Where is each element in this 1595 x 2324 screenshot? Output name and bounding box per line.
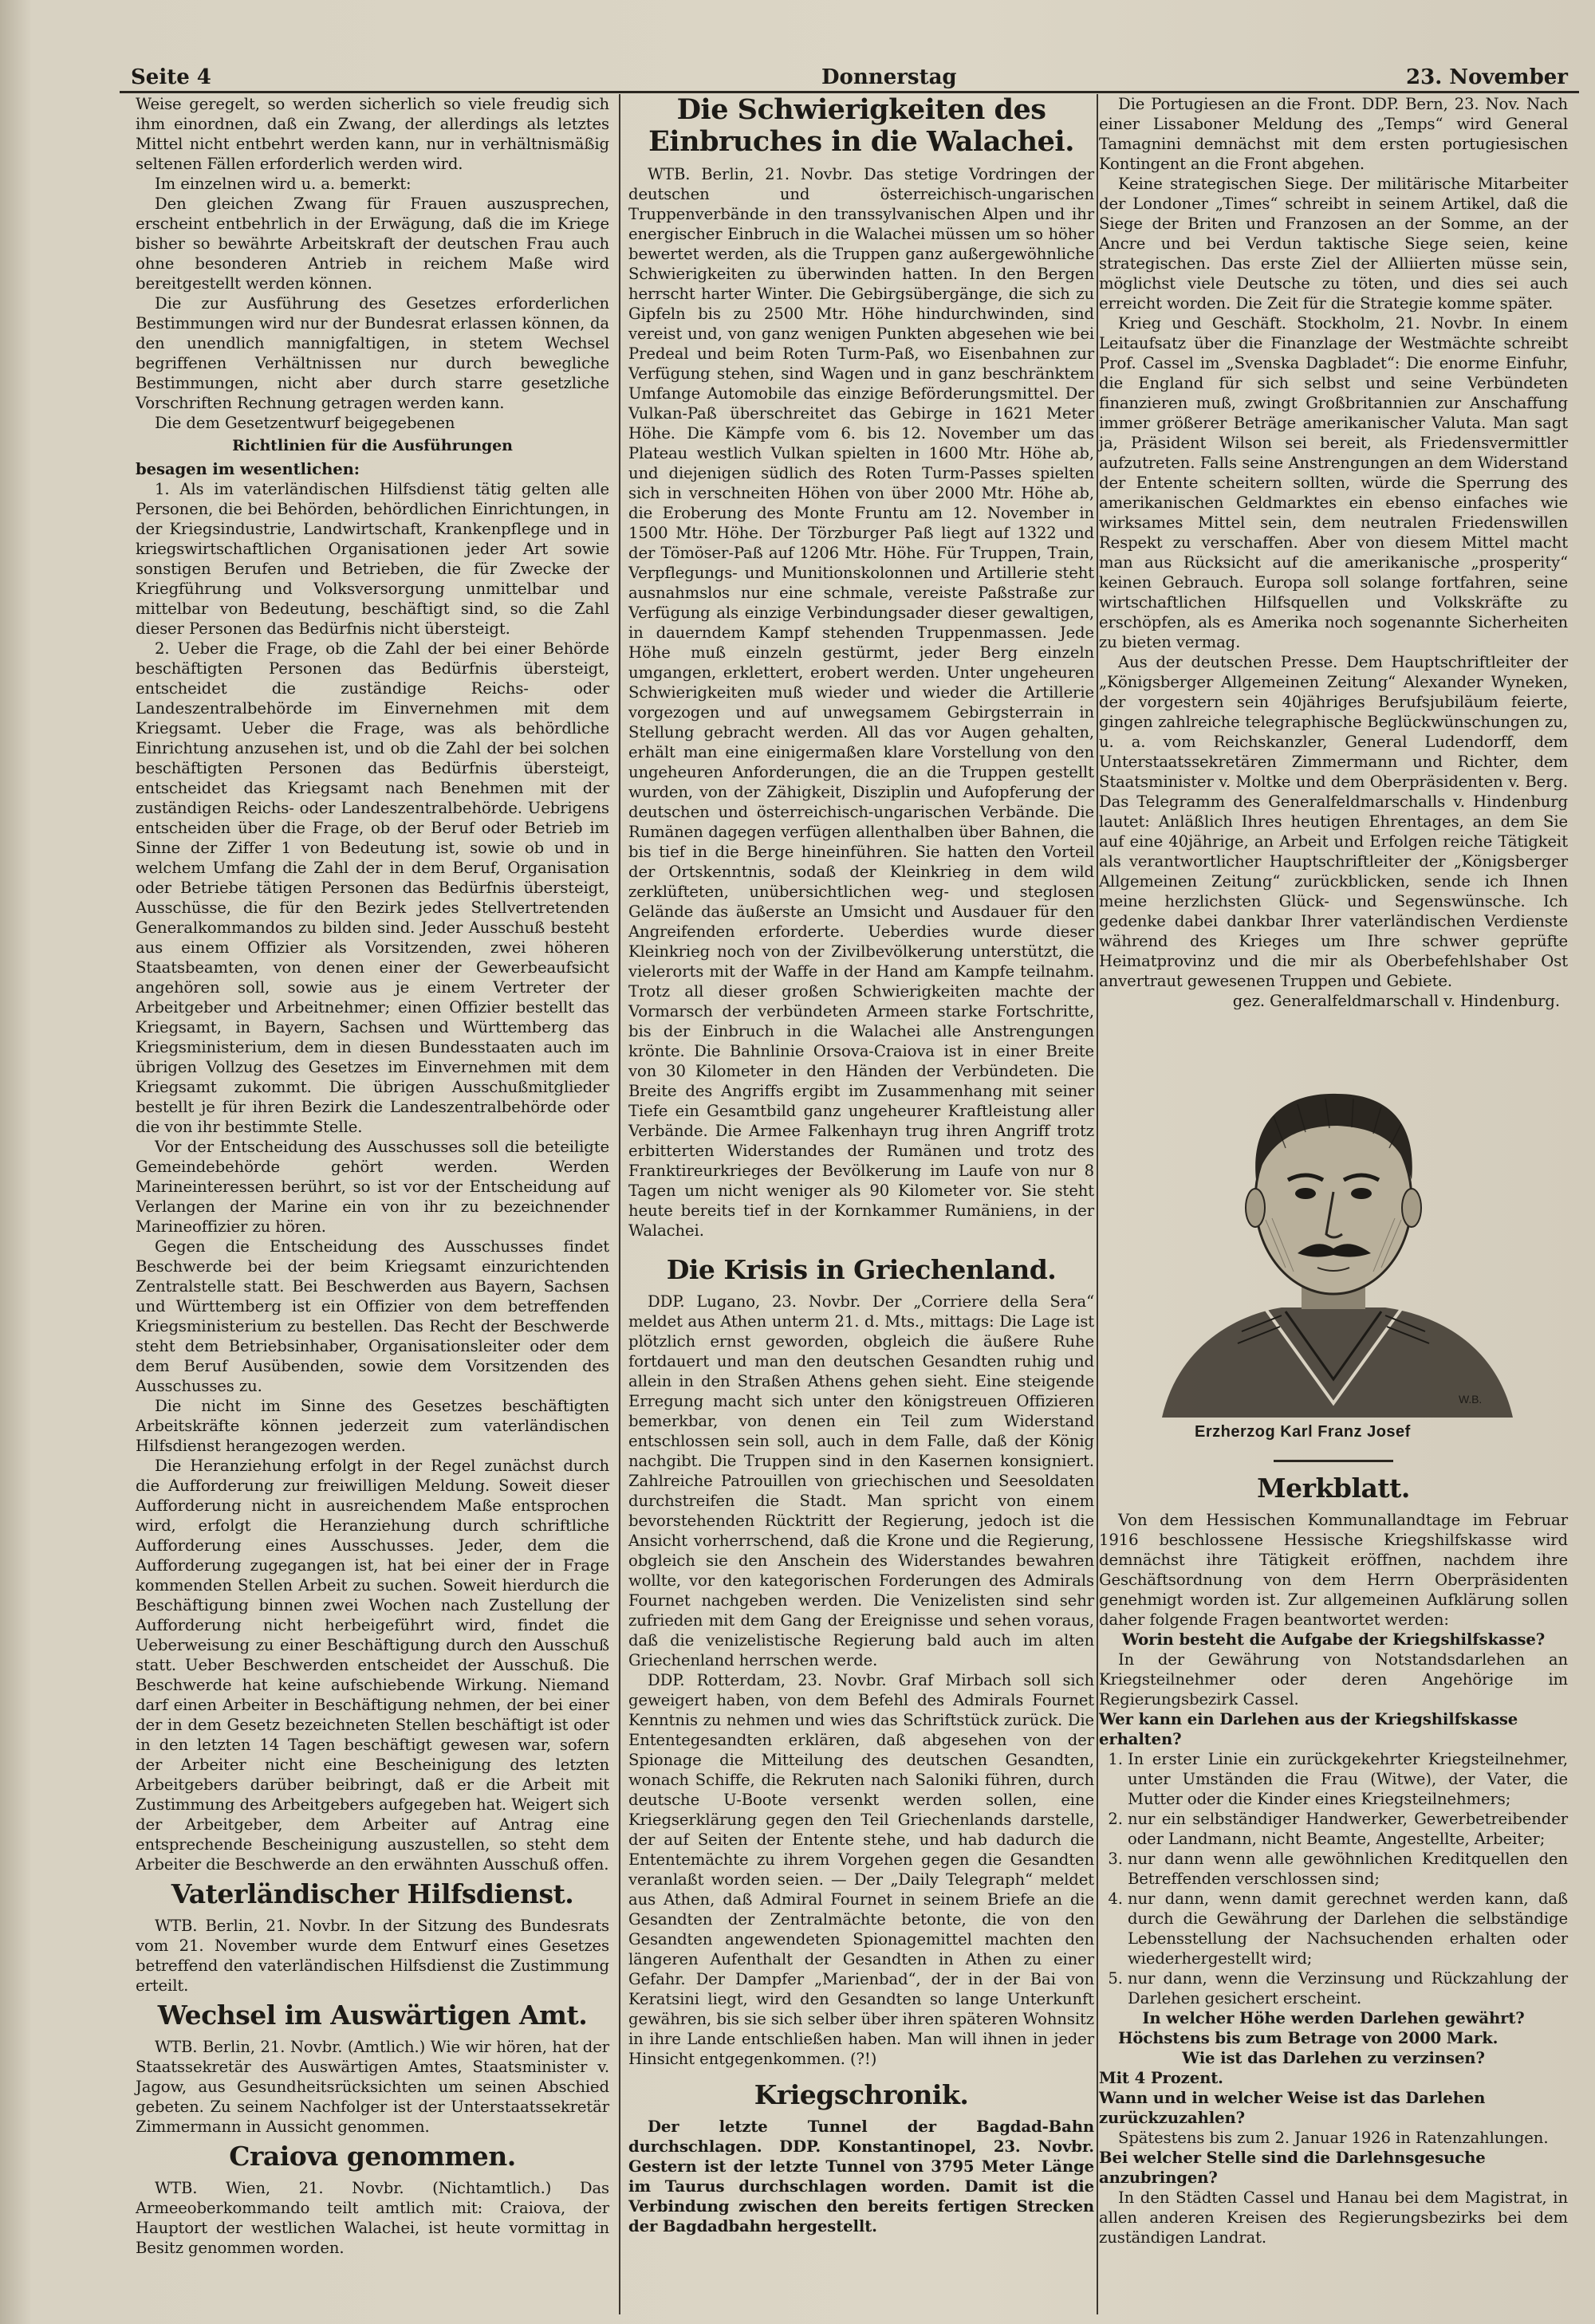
headline: Merkblatt.: [1257, 1473, 1410, 1504]
portrait-caption: Erzherzog Karl Franz Josef: [1195, 1423, 1411, 1441]
question-heading: Wer kann ein Darlehen aus der Kriegshilfskasse erhalten?: [1099, 1710, 1518, 1748]
artist-signature: W.B.: [1459, 1393, 1483, 1406]
separator-rule: [1274, 1460, 1393, 1462]
article-text: Keine strategischen Siege. Der militärische Mitarbeiter der Londoner „Times“ schreibt in seinem Artikel, daß die Siege der Briten und Franzosen an der Somme, an der Ancre und bei Verdun taktische Siege seien, keine strategischen. Das erste Ziel der Alliierten müsse sein, möglichst viele Deutsche zu töten, und dies sei auch erreicht worden. Die Zeit für die Strategie komme später.: [1099, 175, 1568, 313]
article-text: Den gleichen Zwang für Frauen auszusprechen, erscheint entbehrlich in der Erwägung, daß die im Kriege bisher so bewährte Arbeitskraft der deutschen Frau auch ohne besonderen Antrieb in reichem Maße wird bereitgestellt werden können.: [136, 195, 609, 293]
portrait-illustration: [1146, 1028, 1521, 1418]
article-text: 1. Als im vaterländischen Hilfsdienst tätig gelten alle Personen, die bei Behörden, behördlichen Einrichtungen, in der Kriegsindustrie, Landwirtschaft, Krankenpflege und in kriegswirtschaftlichen Organisationen jeder Art sowie sonstigen Berufen und Betrieben, die für Zwecke der Kriegführung und Volksversorgung unmittelbar und mittelbar von Bedeutung, beschäftigt sind, so die Zahl dieser Personen das Bedürfnis nicht übersteigt.: [136, 480, 609, 638]
page-header: [120, 62, 1579, 93]
question-heading: Bei welcher Stelle sind die Darlehnsgesuche anzubringen?: [1099, 2149, 1486, 2187]
header-date: 23. November: [1406, 65, 1568, 89]
eligibility-list: [1099, 1749, 1568, 2008]
headline: Wechsel im Auswärtigen Amt.: [157, 2000, 588, 2031]
masthead-weekday: Donnerstag: [821, 65, 957, 89]
article-text: In der Gewährung von Notstandsdarlehen an Kriegsteilnehmer oder deren Angehörige im Regierungsbezirk Cassel.: [1099, 1650, 1568, 1709]
article-text: besagen im wesentlichen:: [136, 460, 360, 478]
question-heading: Wann und in welcher Weise ist das Darlehen zurückzuzahlen?: [1099, 2089, 1486, 2127]
article-text: WTB. Berlin, 21. Novbr. In der Sitzung des Bundesrats vom 21. November wurde dem Entwurf eines Gesetzes betreffend den vaterländischen Hilfsdienst die Zustimmung erteilt.: [136, 1917, 609, 1995]
list-item: 2. nur ein selbständiger Handwerker, Gewerbetreibender oder Landmann, nicht Beamte, Angestellte, Arbeiter;: [1128, 1809, 1568, 1849]
article-text: Die Heranziehung erfolgt in der Regel zunächst durch die Aufforderung zur freiwilligen Meldung. Soweit dieser Aufforderung nicht in ausreichendem Maße entsprochen wird, erfolgt die Heranziehung durch schriftliche Aufforderung eines Ausschusses. Jeder, dem die Aufforderung zugegangen ist, hat bei einer der in Frage kommenden Stellen Arbeit zu suchen. Soweit hierdurch die Beschäftigung binnen zwei Wochen nach Zustellung der Aufforderung nicht herbeigeführt wird, findet die Ueberweisung zu einer Beschäftigung durch den Ausschuß statt. Ueber Beschwerden entscheidet der Ausschuß. Die Beschwerde hat keine aufschiebende Wirkung. Niemand darf einen Arbeiter in Beschäftigung nehmen, der bei einer der in dem Gesetz bezeichneten Stellen beschäftigt ist oder in den letzten 14 Tagen beschäftigt gewesen war, sofern der Arbeiter nicht eine Bescheinigung des letzten Arbeitgebers darüber beibringt, daß er die Arbeit mit Zustimmung des Arbeitgebers aufgegeben hat. Weigert sich der Arbeitgeber, dem Arbeiter auf Antrag eine entsprechende Bescheinigung auszustellen, so steht dem Arbeiter die Beschwerde an den erwähnten Ausschuß offen.: [136, 1457, 609, 1874]
list-item: 4. nur dann, wenn damit gerechnet werden kann, daß durch die Gewährung der Darlehen die selbständige Lebensstellung der Nachsuchenden erhalten oder wiederhergestellt wird;: [1128, 1889, 1568, 1968]
list-item: 3. nur dann wenn alle gewöhnlichen Kreditquellen den Betreffenden verschlossen sind;: [1128, 1849, 1568, 1889]
article-text: Vor der Entscheidung des Ausschusses soll die beteiligte Gemeindebehörde gehört werden. Werden Marineinteressen berührt, so ist vor der Entscheidung auf Verlangen der Marine ein von ihr zu bezeichnender Marineoffizier zu hören.: [136, 1138, 609, 1236]
article-text: Weise geregelt, so werden sicherlich so viele freudig sich ihm einordnen, daß ein Zwang, der allerdings als letztes Mittel nicht entbehrt werden kann, nur in verhältnismäßig seltenen Fällen erforderlich werden wird.: [136, 95, 609, 173]
list-item: 1. In erster Linie ein zurückgekehrter Kriegsteilnehmer, unter Umständen die Frau (Witwe), der Vater, die Mutter oder die Kinder eines Kriegsteilnehmers;: [1128, 1749, 1568, 1809]
article-text: WTB. Wien, 21. Novbr. (Nichtamtlich.) Das Armeeoberkommando teilt amtlich mit: Craiova, der Hauptort der westlichen Walachei, ist heute vormittag in Besitz genommen worden.: [136, 2179, 609, 2257]
signature-line: gez. Generalfeldmarschall v. Hindenburg.: [1232, 992, 1560, 1010]
column-1: [136, 94, 609, 2258]
headline: Vaterländischer Hilfsdienst.: [171, 1878, 574, 1909]
article-text: Krieg und Geschäft. Stockholm, 21. Novbr. In einem Leitaufsatz über die Finanzlage der Westmächte schreibt Prof. Cassel im „Svenska Dagbladet“: Die enorme Einfuhr, die England für sich selbst und seine Verbündeten finanzieren muß, zwingt Großbritannien zur Anschaffung immer größerer Beträge amerikanischer Valuta. Man sagt ja, Präsident Wilson sei bereit, als Friedensvermittler aufzutreten. Falls seine Anstrengungen an dem Widerstand der Entente scheitern sollten, würde die Sperrung des amerikanischen Geldmarktes ein ebenso einfaches wie wirksames Mittel sein, dem neutralen Friedenswillen Respekt zu verschaffen. Aber von diesem Mittel macht man aus Rücksicht auf die amerikanische „prosperity“ keinen Gebrauch. Europa soll solange fortfahren, seine wirtschaftlichen Hilfsquellen und Volkskräfte zu erschöpfen, als es Amerika noch sogenannte Sicherheiten zu bieten vermag.: [1099, 314, 1568, 651]
article-text: DDP. Lugano, 23. Novbr. Der „Corriere della Sera“ meldet aus Athen unterm 21. d. Mts., mittags: Die Lage ist plötzlich ernst geworden, obgleich die äußere Ruhe fortdauert und man den deutschen Gesandten ruhig und allein in den Straßen Athens gehen sieht. Eine steigende Erregung macht sich unter den königstreuen Offizieren bemerkbar, von denen ein Teil zum Widerstand entschlossen sein soll, auch in dem Falle, daß der König nachgibt. Die Truppen sind in den Kasernen konsigniert. Zahlreiche Patrouillen von griechischen und Seesoldaten durchstreifen die Stadt. Man spricht von einem bevorstehenden Rücktritt der Regierung, jedoch ist die Ansicht vorherrschend, daß die Krone und die Regierung, obgleich sie den Anschein des Widerstandes bewahren wollte, vor den kategorischen Forderungen des Admirals Fournet nachgeben werden. Die Venizelisten sind sehr zufrieden mit dem Gang der Ereignisse und sehen voraus, daß die venizelistische Regierung bald auch im alten Griechenland herrschen werde.: [628, 1292, 1094, 1669]
headline: Kriegschronik.: [754, 2079, 969, 2110]
question-heading: Wie ist das Darlehen zu verzinsen?: [1182, 2049, 1485, 2067]
article-text: Von dem Hessischen Kommunallandtage im Februar 1916 beschlossene Hessische Kriegshilfskasse wird demnächst ihre Tätigkeit eröffnen, nachdem ihre Geschäftsordnung von dem Herrn Oberpräsidenten genehmigt worden ist. Zur allgemeinen Aufklärung sollen daher folgende Fragen beantwortet werden:: [1099, 1511, 1568, 1629]
article-text: 2. Ueber die Frage, ob die Zahl der bei einer Behörde beschäftigten Personen das Bedürfnis übersteigt, entscheidet die zuständige Reichs- oder Landeszentralbehörde im Einvernehmen mit dem Kriegsamt. Ueber die Frage, was als behördliche Einrichtung anzusehen ist, und ob die Zahl der bei solchen beschäftigten Personen das Bedürfnis übersteigt, entscheidet das Kriegsamt nach Benehmen mit der zuständigen Reichs- oder Landeszentralbehörde. Uebrigens entscheiden über die Frage, ob der Beruf oder Betrieb im Sinne der Ziffer 1 von Bedeutung ist, sowie ob und in welchem Umfang die Zahl der in dem Beruf, Organisation oder Betriebe tätigen Personen das Bedürfnis übersteigt, Ausschüsse, die für den Bezirk jedes Stellvertretenden Generalkommandos zu bilden sind. Jeder Ausschuß besteht aus einem Offizier als Vorsitzenden, zwei höheren Staatsbeamten, von denen einer der Gewerbeaufsicht angehören soll, sowie aus je einem Vertreter der Arbeitgeber und Arbeitnehmer; einen Offizier bestellt das Kriegsamt, in Bayern, Sachsen und Württemberg das Kriegsministerium, dem in diesen Bundesstaaten auch im übrigen Vollzug des Gesetzes im Einvernehmen mit dem Kriegsamt zukommt. Die übrigen Ausschußmitglieder bestellt je für ihren Bezirk die Landeszentralbehörde oder die von ihr bestimmte Stelle.: [136, 639, 609, 1136]
article-text: Gegen die Entscheidung des Ausschusses findet Beschwerde bei der beim Kriegsamt einzurichtenden Zentralstelle statt. Bei Beschwerden aus Bayern, Sachsen und Württemberg ist ein Offizier von dem betreffenden Kriegsministerium zu bestellen. Das Recht der Beschwerde steht dem Betriebsinhaber, Organisationsleiter oder dem dem Beruf Ausübenden, sowie dem Vorsitzenden des Ausschusses zu.: [136, 1237, 609, 1395]
subheading: Richtlinien für die Ausführungen: [232, 437, 513, 454]
column-rule-1: [619, 94, 620, 2314]
column-3: [1099, 94, 1568, 2247]
article-text: DDP. Rotterdam, 23. Novbr. Graf Mirbach soll sich geweigert haben, von dem Befehl des Admirals Fournet Kenntnis zu nehmen und wies das Schriftstück zurück. Die Ententegesandten erklären, daß abgesehen von der Spionage die Mitteilung des deutschen Gesandten, wonach Schiffe, die Rekruten nach Saloniki führen, durch deutsche U-Boote versenkt werden sollen, eine Kriegserklärung gegen den Teil Griechenlands darstelle, der auf Seiten der Entente stehe, und hab dadurch die Ententemächte zu ihrem Vorgehen gegen die Gesandten veranlaßt worden seien. — Der „Daily Telegraph“ meldet aus Athen, daß Admiral Fournet in seinem Briefe an die Gesandten der Zentralmächte betonte, die von den Gesandten angewendeten Spionagemittel machten den längeren Aufenthalt der Gesandten in Athen zu einer Gefahr. Der Dampfer „Marienbad“, der in der Bai von Keratsini liegt, wird den Gesandten so lange Unterkunft gewähren, bis sie sich selber über ihren späteren Wohnsitz in ihre Lande entschließen haben. Man will ihnen in jeder Hinsicht entgegenkommen. (?!): [628, 1671, 1094, 2068]
article-text: Im einzelnen wird u. a. bemerkt:: [155, 175, 412, 193]
article-text: Spätestens bis zum 2. Januar 1926 in Ratenzahlungen.: [1118, 2129, 1549, 2147]
article-text: In den Städten Cassel und Hanau bei dem Magistrat, in allen anderen Kreisen des Regierungsbezirks bei dem zuständigen Landrat.: [1099, 2188, 1568, 2247]
question-heading: Worin besteht die Aufgabe der Kriegshilfskasse?: [1121, 1630, 1546, 1649]
question-heading: In welcher Höhe werden Darlehen gewährt?: [1142, 2009, 1525, 2027]
article-text: WTB. Berlin, 21. Novbr. Das stetige Vordringen der deutschen und österreichisch-ungarischen Truppenverbände in den transsylvanischen Alpen und ihr energischer Einbruch in die Walachei müssen um so höher bewertet werden, als die Truppen ganz außergewöhnliche Schwierigkeiten zu überwinden hatten. In den Bergen herrscht harter Winter. Die Gebirgsübergänge, die sich zu Gipfeln bis zu 2500 Mtr. Höhe hindurchwinden, sind vereist und, von ganz wenigen Punkten abgesehen wie bei Predeal und beim Roten Turm-Paß, wo Eisenbahnen zur Verfügung stehen, sind Wagen und in ganz beschränktem Umfange Automobile das einzige Beförderungsmittel. Der Vulkan-Paß überschreitet das Gebirge in 1621 Meter Höhe. Die Kämpfe vom 6. bis 12. November um das Plateau westlich Vulkan spielten in 1600 Mtr. Höhe ab, und diejenigen südlich des Roten Turm-Passes spielten sich in verschneiten Höhen von über 2000 Mtr. Höhe ab, die Eroberung des Monte Fruntu am 12. November in 1500 Mtr. Höhe. Der Törzburger Paß liegt auf 1322 und der Tömöser-Paß auf 1206 Mtr. Höhe. Für Truppen, Train, Verpflegungs- und Munitionskolonnen und Artillerie steht ausnahmslos nur eine schmale, vereiste Paßstraße zur Verfügung als einzige Verbindungsader dieser gewaltigen, in dauerndem Kampf stehenden Truppenmassen. Jede Höhe muß einzeln gestürmt, jeder Berg einzeln umgangen, erklettert, erobert werden. Unter ungeheuren Schwierigkeiten muß wieder und wieder die Artillerie vorgezogen und auf unwegsamem Gebirgsterrain in Stellung gebracht werden. All das vor Augen gehalten, erhält man eine einigermaßen klare Vorstellung von den ungeheuren Anforderungen, die an die Truppen gestellt wurden, von der Zähigkeit, Disziplin und Aufopferung der deutschen und österreichisch-ungarischen Verbände. Die Rumänen dagegen verfügen allenthalben über Bahnen, die bis tief in die Berge hineinführen. Sie hatten den Vorteil der Ortskenntnis, sodaß der Kleinkrieg in dem wild zerklüfteten, unübersichtlichen weg- und steglosen Gelände das äußerste an Umsicht und Ausdauer für den Angreifenden erforderte. Ueberdies wurde dieser Kleinkrieg noch von der Zivilbevölkerung unterstützt, die vielerorts mit der Waffe in der Hand am Kampfe teilnahm. Trotz all dieser großen Schwierigkeiten machte der Vormarsch der verbündeten Armeen starke Fortschritte, bis der Einbruch in die Walachei alle Anstrengungen krönte. Die Bahnlinie Orsova-Craiova ist in einer Breite von 30 Kilometer in den Händen der Verbündeten. Die Breite des Angriffs ergibt im Zusammenhang mit seiner Tiefe ein Gesamtbild ganz ungeheurer Kraftleistung aller Verbände. Die Armee Falkenhayn trug ihren Angriff trotz erbitterten Widerstandes der Rumänen und trotz des Franktireurkrieges der Bevölkerung im Laufe von nur 8 Tagen um nicht weniger als 90 Kilometer vor. Sie steht heute bereits tief in der Kornkammer Rumäniens, in der Walachei.: [628, 165, 1094, 1240]
article-text: Die dem Gesetzentwurf beigegebenen: [155, 414, 455, 432]
article-text: Die nicht im Sinne des Gesetzes beschäftigten Arbeitskräfte können jederzeit zum vaterländischen Hilfsdienst herangezogen werden.: [136, 1397, 609, 1455]
headline: Die Krisis in Griechenland.: [666, 1254, 1057, 1285]
article-text: Höchstens bis zum Betrage von 2000 Mark.: [1118, 2029, 1499, 2047]
list-item: 5. nur dann, wenn die Verzinsung und Rückzahlung der Darlehen gesichert erscheint.: [1128, 1968, 1568, 2008]
article-text: WTB. Berlin, 21. Novbr. (Amtlich.) Wie wir hören, hat der Staatssekretär des Auswärtigen Amtes, Staatsminister v. Jagow, aus Gesundheitsrücksichten um seinen Abschied gebeten. Zu seinem Nachfolger ist der Unterstaatssekretär Zimmermann in Aussicht genommen.: [136, 2038, 609, 2136]
article-text: Der letzte Tunnel der Bagdad-Bahn durchschlagen. DDP. Konstantinopel, 23. Novbr. Gestern ist der letzte Tunnel von 3795 Meter Länge im Taurus durchschlagen worden. Damit ist die Verbindung zwischen den bereits fertigen Strecken der Bagdadbahn hergestellt.: [628, 2118, 1094, 2236]
article-text: Aus der deutschen Presse. Dem Hauptschriftleiter der „Königsberger Allgemeinen Zeitung“ Alexander Wyneken, der vorgestern sein 40jähriges Berufsjubiläum feierte, gingen zahlreiche telegraphische Beglückwünschungen zu, u. a. vom Reichskanzler, General Ludendorff, dem Unterstaatssekretären Zimmermann und Richter, dem Staatsminister v. Moltke und dem Oberpräsidenten v. Berg. Das Telegramm des Generalfeldmarschalls v. Hindenburg lautet: Anläßlich Ihres heutigen Ehrentages, an dem Sie auf eine 40jährige, an Arbeit und Erfolgen reiche Tätigkeit als verantwortlicher Hauptschriftleiter der „Königsberger Allgemeinen Zeitung“ zurückblicken, sende ich Ihnen meine herzlichsten Glück- und Segenswünsche. Ich gedenke dabei dankbar Ihrer vaterländischen Verdienste während des Krieges um Ihre schwer geprüfte Heimatprovinz und die mir als Oberbefehlshaber Ost anvertraut gewesenen Truppen und Gebiete.: [1099, 653, 1568, 990]
article-text: Mit 4 Prozent.: [1099, 2069, 1223, 2087]
portrait-drawing: [1146, 1028, 1521, 1418]
article-text: Die Portugiesen an die Front. DDP. Bern, 23. Nov. Nach einer Lissaboner Meldung des „Temps“ wird General Tamagnini demnächst mit dem ersten portugiesischen Kontingent an die Front abgehen.: [1099, 95, 1568, 173]
column-2: [628, 94, 1094, 2236]
page-number: Seite 4: [131, 65, 211, 89]
headline: Die Schwierigkeiten des Einbruches in die Walachei.: [648, 93, 1074, 158]
column-rule-2: [1097, 94, 1098, 2314]
headline: Craiova genommen.: [229, 2141, 516, 2172]
article-text: Die zur Ausführung des Gesetzes erforderlichen Bestimmungen wird nur der Bundesrat erlassen können, da den unendlich mannigfaltigen, in stetem Wechsel begriffenen Verhältnissen nur durch bewegliche Bestimmungen, nicht aber durch starre gesetzliche Vorschriften Rechnung getragen werden kann.: [136, 294, 609, 412]
